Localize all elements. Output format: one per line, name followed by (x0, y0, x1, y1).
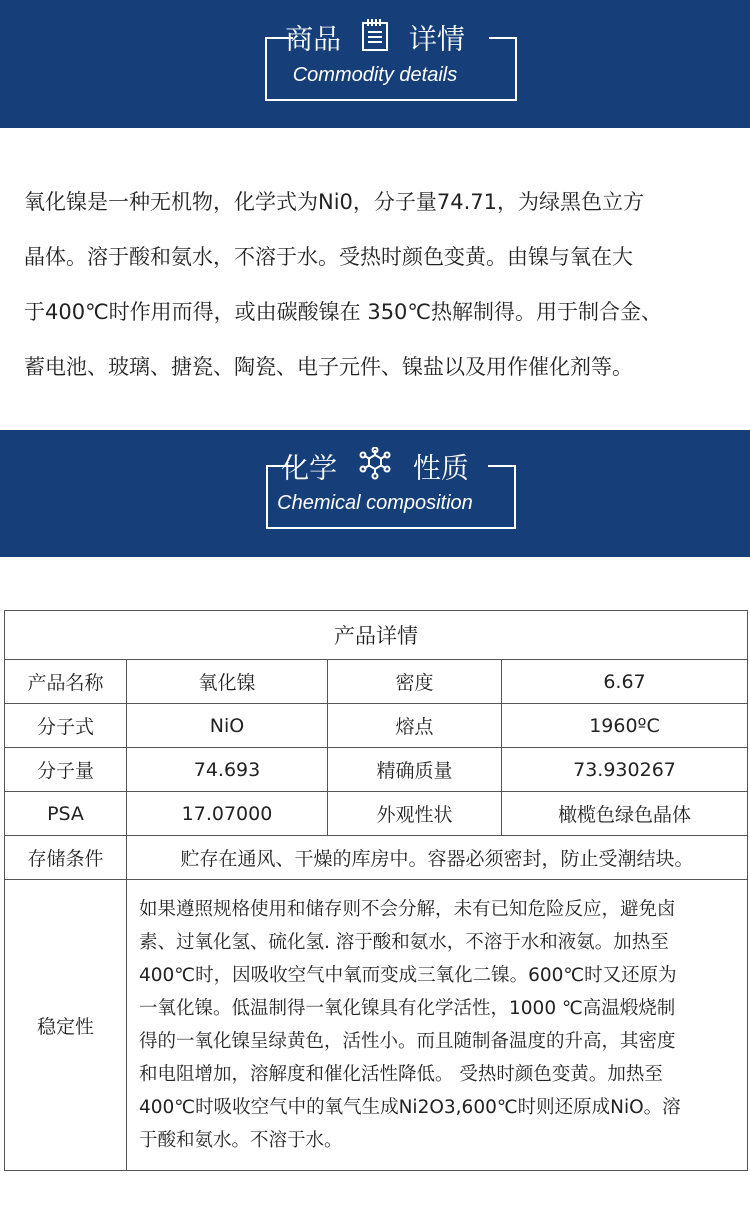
product-details-table (4, 610, 748, 1171)
table-row (5, 792, 748, 836)
row-value: 17.07000 (127, 792, 328, 836)
table-row (5, 704, 748, 748)
stability-line: 400℃时，因吸收空气中氧而变成三氧化二镍。600℃时又还原为 (139, 965, 677, 986)
molecule-icon (356, 447, 394, 490)
intro-line: 蓄电池、玻璃、搪瓷、陶瓷、电子元件、镍盐以及用作催化剂等。 (24, 355, 633, 379)
intro-line: 晶体。溶于酸和氨水，不溶于水。受热时颜色变黄。由镍与氧在大 (24, 245, 633, 269)
intro-line: 氧化镍是一种无机物，化学式为Ni0，分子量74.71，为绿黑色立方 (24, 190, 645, 214)
intro-line: 于400℃时作用而得，或由碳酸镍在 350℃热解制得。用于制合金、 (24, 300, 663, 324)
stability-label: 稳定性 (5, 880, 127, 1171)
row-value: NiO (127, 704, 328, 748)
storage-value: 贮存在通风、干燥的库房中。容器必须密封，防止受潮结块。 (127, 836, 748, 880)
stability-line: 得的一氧化镍呈绿黄色，活性小。而且随制备温度的升高，其密度 (139, 1031, 676, 1052)
title-left-text: 化学 (281, 451, 338, 485)
row-value: 橄榄色绿色晶体 (502, 792, 748, 836)
row-value: 1960ºC (502, 704, 748, 748)
table-title: 产品详情 (5, 611, 748, 660)
stability-line: 如果遵照规格使用和储存则不会分解，未有已知危险反应，避免卤 (139, 899, 676, 920)
table-row (5, 748, 748, 792)
table-row (5, 660, 748, 704)
intro-paragraph (24, 175, 726, 395)
storage-label: 存储条件 (5, 836, 127, 880)
row-label: PSA (5, 792, 127, 836)
stability-row (5, 880, 748, 1171)
row-label: 密度 (328, 660, 502, 704)
row-label: 产品名称 (5, 660, 127, 704)
stability-line: 素、过氧化氢、硫化氢. 溶于酸和氨水，不溶于水和液氨。加热至 (139, 932, 669, 953)
stability-line: 400℃时吸收空气中的氧气生成Ni2O3,600℃时则还原成NiO。溶 (139, 1097, 681, 1118)
storage-row (5, 836, 748, 880)
row-label: 分子式 (5, 704, 127, 748)
stability-value (127, 880, 748, 1171)
row-label: 熔点 (328, 704, 502, 748)
chemical-section-title (0, 447, 750, 490)
row-value: 74.693 (127, 748, 328, 792)
title-left-text: 商品 (285, 22, 342, 56)
row-label: 精确质量 (328, 748, 502, 792)
stability-line: 和电阻增加，溶解度和催化活性降低。 受热时颜色变黄。加热至 (139, 1064, 663, 1085)
row-label: 分子量 (5, 748, 127, 792)
row-value: 6.67 (502, 660, 748, 704)
row-label: 外观性状 (328, 792, 502, 836)
row-value: 73.930267 (502, 748, 748, 792)
stability-line: 一氧化镍。低温制得一氧化镍具有化学活性，1000 ℃高温煅烧制 (139, 998, 676, 1019)
chemical-subtitle: Chemical composition (277, 492, 473, 514)
commodity-section-title (0, 18, 750, 61)
notepad-icon (360, 18, 390, 61)
title-right-text: 性质 (412, 451, 469, 485)
stability-line: 于酸和氨水。不溶于水。 (139, 1130, 343, 1151)
commodity-subtitle: Commodity details (292, 64, 458, 86)
title-right-text: 详情 (408, 22, 465, 56)
row-value: 氧化镍 (127, 660, 328, 704)
